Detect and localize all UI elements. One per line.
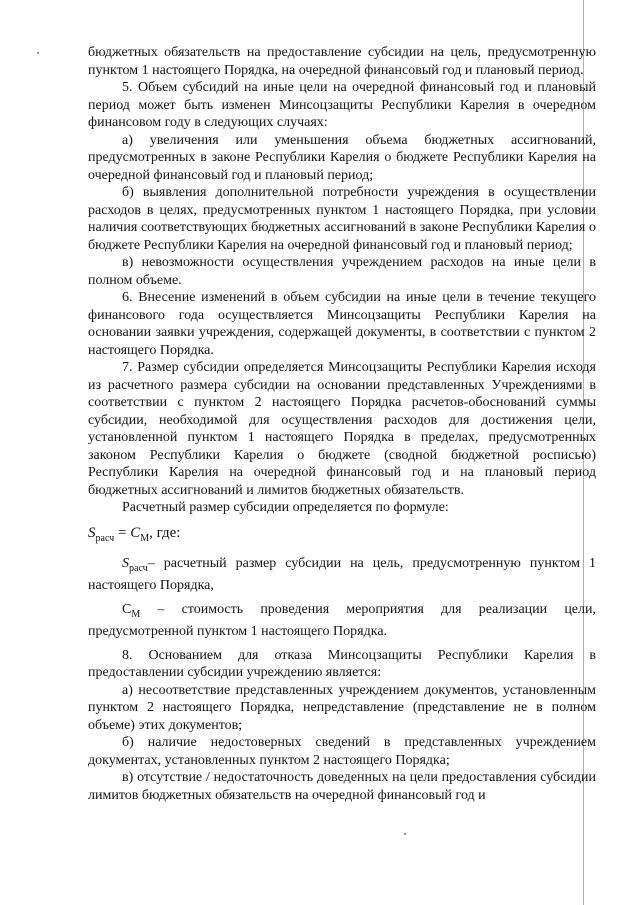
definition-s-rasch — [88, 555, 596, 595]
paragraph-5b: б) выявления дополнительной потребности учреждения в осуществлении расходов в целях, предусмотренных пунктом 1 настоящего Порядка, при условии наличия соответствующих бюджетных ассигнований в законе Республики Карелия о бюджете Республики Карелия на очередной финансовый год и плановый период; — [88, 185, 596, 253]
paragraph-8a: а) несоответствие представленных учреждением документов, установленным пунктом 2 настоящего Порядка, непредставление (представление не в полном объеме) этих документов; — [88, 682, 596, 733]
formula-eq: = — [114, 524, 131, 541]
scan-speck — [37, 52, 39, 54]
def-symbol: S — [122, 556, 129, 571]
paragraph-5a: а) увеличения или уменьшения объема бюджетных ассигнований, предусмотренных в законе Республики Карелия о бюджете Республики Карелия на очередной финансовый год и плановый период; — [88, 132, 596, 183]
formula — [88, 525, 596, 548]
formula-rhs: С — [130, 524, 141, 541]
formula-lhs: S — [88, 524, 96, 541]
def-symbol-sub: расч — [129, 562, 148, 574]
paragraph-8b: б) наличие недостоверных сведений в представленных учреждением документах, установленных пунктом 2 настоящего Порядка; — [88, 735, 596, 768]
paragraph-5v: в) невозможности осуществления учреждением расходов на иные цели в полном объеме. — [88, 255, 596, 288]
paragraph-8: 8. Основанием для отказа Минсоцзащиты Республики Карелия в предоставлении субсидии учреждению является: — [88, 647, 596, 681]
def-text: – расчетный размер субсидии на цель, предусмотренную пунктом 1 настоящего Порядка, — [88, 556, 596, 594]
paragraph-continuation: бюджетных обязательств на предоставление субсидии на цель, предусмотренную пунктом 1 настоящего Порядка, на очередной финансовый год и плановый период. — [88, 45, 596, 78]
paragraph-8v: в) отсутствие / недостаточность доведенных на цели предоставления субсидии лимитов бюджетных обязательств на очередной финансовый год и — [88, 770, 596, 803]
definition-c-m — [88, 601, 596, 641]
scan-speck — [404, 833, 406, 835]
document-body — [88, 44, 596, 804]
formula-intro: Расчетный размер субсидии определяется по формуле: — [122, 500, 449, 515]
paragraph-7: 7. Размер субсидии определяется Минсоцзащиты Республики Карелия исходя из расчетного размера субсидии на основании представленных Учреждениями в соответствии с пунктом 2 настоящего Порядка расчетов-обоснований суммы субсидии, необходимой для осуществления расходов для достижения цели, установленной пунктом 1 настоящего Порядка в пределах, предусмотренных законом Республики Карелия о бюджете (сводной бюджетной росписью) Республики Карелия на очередной финансовый год и на плановый период бюджетных ассигнований и лимитов бюджетных обязательств. — [88, 360, 596, 498]
def-text: – стоимость проведения мероприятия для реализации цели, предусмотренной пунктом 1 настоящего Порядка. — [88, 601, 596, 640]
def-symbol-sub: М — [131, 608, 141, 620]
def-symbol: С — [122, 601, 132, 617]
paragraph-6: 6. Внесение изменений в объем субсидии на иные цели в течение текущего финансового года осуществляется Минсоцзащиты Республики Карелия на основании заявки учреждения, содержащей документы, в соответствии с пунктом 2 настоящего Порядка. — [88, 290, 596, 358]
formula-tail: , где: — [149, 524, 181, 541]
paragraph-5: 5. Объем субсидий на иные цели на очередной финансовый год и плановый период может быть изменен Минсоцзащиты Республики Карелия в очередном финансовом году в следующих случаях: — [88, 80, 596, 130]
formula-lhs-sub: расч — [95, 532, 115, 544]
formula-rhs-sub: М — [140, 532, 150, 544]
